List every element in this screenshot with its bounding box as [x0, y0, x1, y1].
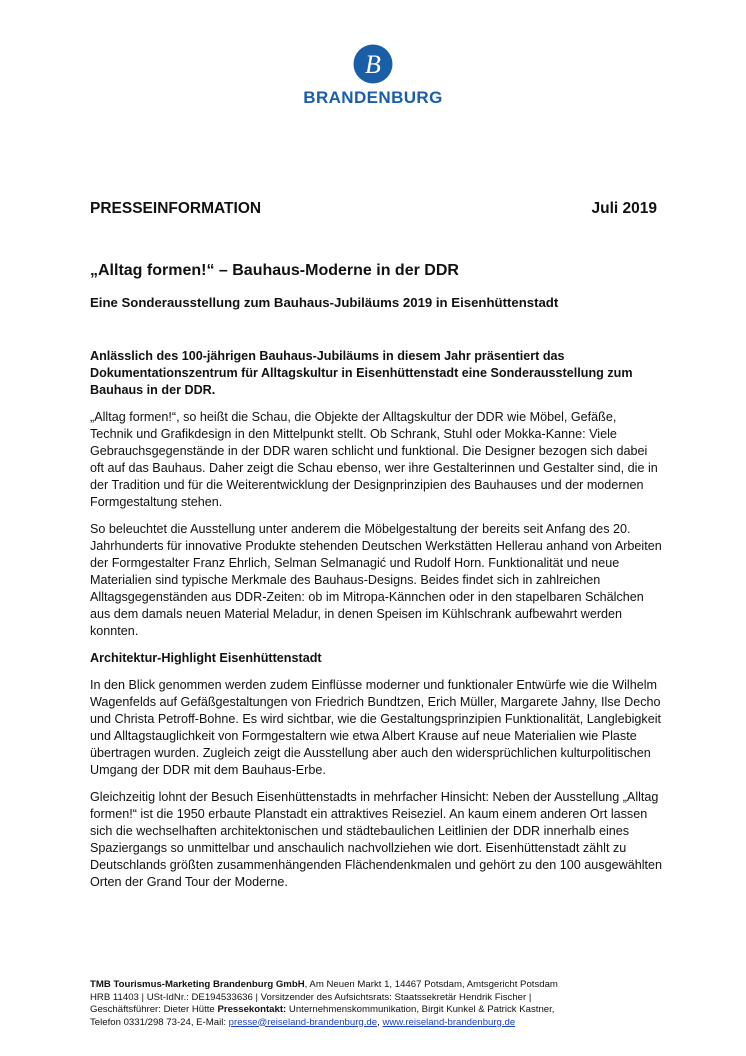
- footer-line: TMB Tourismus-Marketing Brandenburg GmbH, Am Neuen Markt 1, 14467 Potsdam, Amtsgericht Potsdam: [90, 979, 558, 990]
- section-heading: Architektur-Highlight Eisenhüttenstadt: [90, 651, 322, 665]
- website-link[interactable]: www.reiseland-brandenburg.de: [382, 1016, 516, 1028]
- press-contact-label: Pressekontakt:: [217, 1004, 287, 1015]
- page-footer: [90, 979, 670, 1029]
- lead-paragraph: Anlässlich des 100-jährigen Bauhaus-Jubiläums in diesem Jahr präsentiert das Dokumentationszentrum für Alltagskultur in Eisenhüttenstadt eine Sonderausstellung zum Bauhaus in der DDR.: [90, 349, 633, 397]
- footer-line: Geschäftsführer: Dieter Hütte Pressekontakt: Unternehmenskommunikation, Birgit Kunkel & Patrick Kastner,: [90, 1004, 555, 1015]
- article-body: [90, 348, 662, 901]
- brand-logo: [0, 44, 746, 108]
- email-link[interactable]: presse@reiseland-brandenburg.de: [228, 1016, 378, 1028]
- body-paragraph: So beleuchtet die Ausstellung unter anderem die Möbelgestaltung der bereits seit Anfang des 20. Jahrhunderts für innovative Produkte stehenden Deutschen Werkstätten Hellerau anhand von Arbeiten der Formgestalter Franz Ehrlich, Selman Selmanagić und Rudolf Horn. Funktionalität und neue Materialien sind typische Merkmale des Bauhaus-Designs. Beides findet sich in zahlreichen Alltagsgegenständen aus DDR-Zeiten: ob im Mitropa-Kännchen oder in den stapelbaren Schälchen aus dem damals neuen Material Meladur, in denen Speisen im Kühlschrank aufbewahrt werden konnten.: [90, 522, 662, 638]
- document-header: [90, 200, 657, 218]
- logo-wordmark: BRANDENBURG: [303, 88, 443, 107]
- page-title: „Alltag formen!“ – Bauhaus-Moderne in der DDR: [90, 262, 459, 279]
- footer-company: TMB Tourismus-Marketing Brandenburg GmbH: [90, 979, 305, 990]
- logo-monogram: B: [365, 50, 381, 79]
- footer-line: Telefon 0331/298 73-24, E-Mail: presse@reiseland-brandenburg.de, www.reiseland-brandenburg.de: [90, 1016, 516, 1028]
- document-date: Juli 2019: [591, 200, 657, 217]
- body-paragraph: In den Blick genommen werden zudem Einflüsse moderner und funktionaler Entwürfe wie die Wilhelm Wagenfelds auf Gefäßgestaltungen von Friedrich Bundtzen, Erich Müller, Margarete Jahny, Ilse Decho und Christa Petroff-Bohne. Es wird sichtbar, wie die Gestaltungsprinzipien Funktionalität, Langlebigkeit und Alltagstauglichkeit von Formgestaltern wie etwa Albert Krause auf neue Materialien wie Plaste übertragen wurden. Zugleich zeigt die Ausstellung aber auch den widersprüchlichen kulturpolitischen Umgang der DDR mit dem Bauhaus-Erbe.: [90, 678, 661, 777]
- footer-line: HRB 11403 | USt-IdNr.: DE194533636 | Vorsitzender des Aufsichtsrats: Staatssekretär Hendrik Fischer |: [90, 991, 532, 1003]
- body-paragraph: „Alltag formen!“, so heißt die Schau, die Objekte der Alltagskultur der DDR wie Möbel, Gefäße, Technik und Grafikdesign in den Mittelpunkt stellt. Ob Schrank, Stuhl oder Mokka-Kanne: Viele Gebrauchsgegenstände in der DDR waren schlicht und funktional. Die Designer bezogen sich dabei oft auf das Bauhaus. Daher zeigt die Schau ebenso, wer ihre Gestalterinnen und Gestalter sind, die in der Tradition und für die Weiterentwicklung der Designprinzipien des Bauhauses und der modernen Formgestaltung stehen.: [90, 410, 658, 509]
- brandenburg-monogram-icon: [353, 44, 393, 84]
- page-subtitle: Eine Sonderausstellung zum Bauhaus-Jubiläums 2019 in Eisenhüttenstadt: [90, 295, 559, 310]
- body-paragraph: Gleichzeitig lohnt der Besuch Eisenhüttenstadts in mehrfacher Hinsicht: Neben der Ausstellung „Alltag formen!“ ist die 1950 erbaute Planstadt ein attraktives Reiseziel. An kaum einem anderen Ort lassen sich die wechselhaften architektonischen und städtebaulichen Leitlinien der DDR innerhalb eines Spaziergangs so unmittelbar und anschaulich nachvollziehen wie dort. Eisenhüttenstadt zählt zu Deutschlands größten zusammenhängenden Flächendenkmalen und gehört zu den 100 ausgewählten Orten der Grand Tour der Moderne.: [90, 790, 663, 889]
- document-type-label: PRESSEINFORMATION: [90, 200, 262, 217]
